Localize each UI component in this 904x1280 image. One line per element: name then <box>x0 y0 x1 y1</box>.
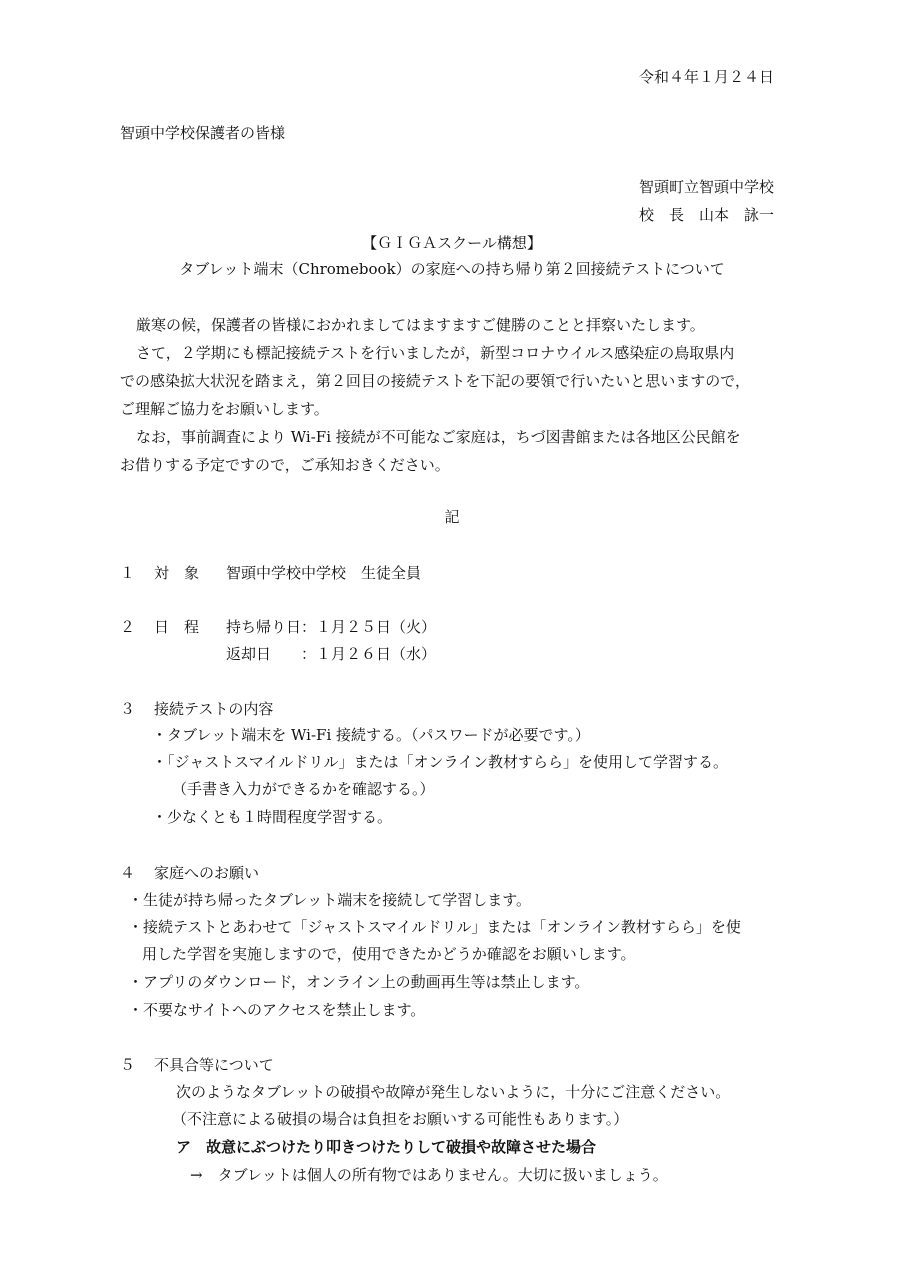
sender-school: 智頭町立智頭中学校 <box>638 178 774 196</box>
section-label: 日 程 <box>154 618 200 636</box>
section-number: ４ <box>120 864 136 882</box>
section-value: 智頭中学校中学校 生徒全員 <box>226 564 422 582</box>
section-number: ２ <box>120 618 136 636</box>
section-title: 家庭へのお願い <box>154 864 260 882</box>
list-item: ・「ジャストスマイルドリル」または「オンライン教材すらら」を使用して学習する。 <box>152 753 729 771</box>
body-line: なお，事前調査により Wi-Fi 接続が不可能なご家庭は，ちづ図書館または各地区公民館を <box>136 428 741 446</box>
body-line: ご理解ご協力をお願いします。 <box>120 400 329 418</box>
section-number: ３ <box>120 700 136 718</box>
list-item: ・接続テストとあわせて「ジャストスマイルドリル」または「オンライン教材すらら」を使 <box>128 918 741 936</box>
schedule-takehome: 持ち帰り日：１月２５日（火） <box>226 618 437 636</box>
arrow-note: → タブレットは個人の所有物ではありません。大切に扱いましょう。 <box>190 1166 668 1184</box>
ki-heading: 記 <box>444 508 460 526</box>
section-label: 対 象 <box>154 564 200 582</box>
list-item: ・少なくとも１時間程度学習する。 <box>152 808 393 826</box>
section-text: （不注意による破損の場合は負担をお願いする可能性もあります。） <box>172 1110 629 1128</box>
body-line: さて，２学期にも標記接続テストを行いましたが，新型コロナウイルス感染症の鳥取県内 <box>136 344 735 362</box>
list-item: ・生徒が持ち帰ったタブレット端末を接続して学習します。 <box>128 891 532 909</box>
addressee: 智頭中学校保護者の皆様 <box>120 124 286 142</box>
list-item: ・アプリのダウンロード，オンライン上の動画再生等は禁止します。 <box>128 973 590 991</box>
body-line: での感染拡大状況を踏まえ，第２回目の接続テストを下記の要領で行いたいと思いますので， <box>120 372 751 390</box>
list-item: ・不要なサイトへのアクセスを禁止します。 <box>128 1001 426 1019</box>
subitem-a: ア 故意にぶつけたり叩きつけたりして破損や故障させた場合 <box>176 1138 597 1156</box>
section-number: ５ <box>120 1056 136 1074</box>
body-line: お借りする予定ですので，ご承知おきください。 <box>120 456 450 474</box>
title-sub: タブレット端末（Chromebook）の家庭への持ち帰り第２回接続テストについて <box>179 260 725 278</box>
section-title: 接続テストの内容 <box>154 700 274 718</box>
body-line: 厳寒の候，保護者の皆様におかれましてはますますご健勝のことと拝察いたします。 <box>136 316 705 334</box>
section-4 <box>120 862 259 884</box>
section-5 <box>120 1054 274 1076</box>
section-title: 不具合等について <box>154 1056 274 1074</box>
section-text: 次のようなタブレットの破損や故障が発生しないように，十分にご注意ください。 <box>176 1083 731 1101</box>
section-2 <box>120 616 436 638</box>
sender-principal: 校 長 山本 詠一 <box>638 206 774 224</box>
section-3 <box>120 698 273 720</box>
section-1 <box>120 562 421 584</box>
document-date: 令和４年１月２４日 <box>638 68 774 86</box>
list-item: 用した学習を実施しますので，使用できたかどうか確認をお願いします。 <box>142 945 636 963</box>
list-item: ・タブレット端末を Wi-Fi 接続する。（パスワードが必要です。） <box>152 726 590 744</box>
section-number: １ <box>120 564 136 582</box>
schedule-return: 返却日 ：１月２６日（水） <box>226 645 437 663</box>
title-main: 【ＧＩＧＡスクール構想】 <box>362 234 542 252</box>
list-item: （手書き入力ができるかを確認する。） <box>172 780 435 798</box>
